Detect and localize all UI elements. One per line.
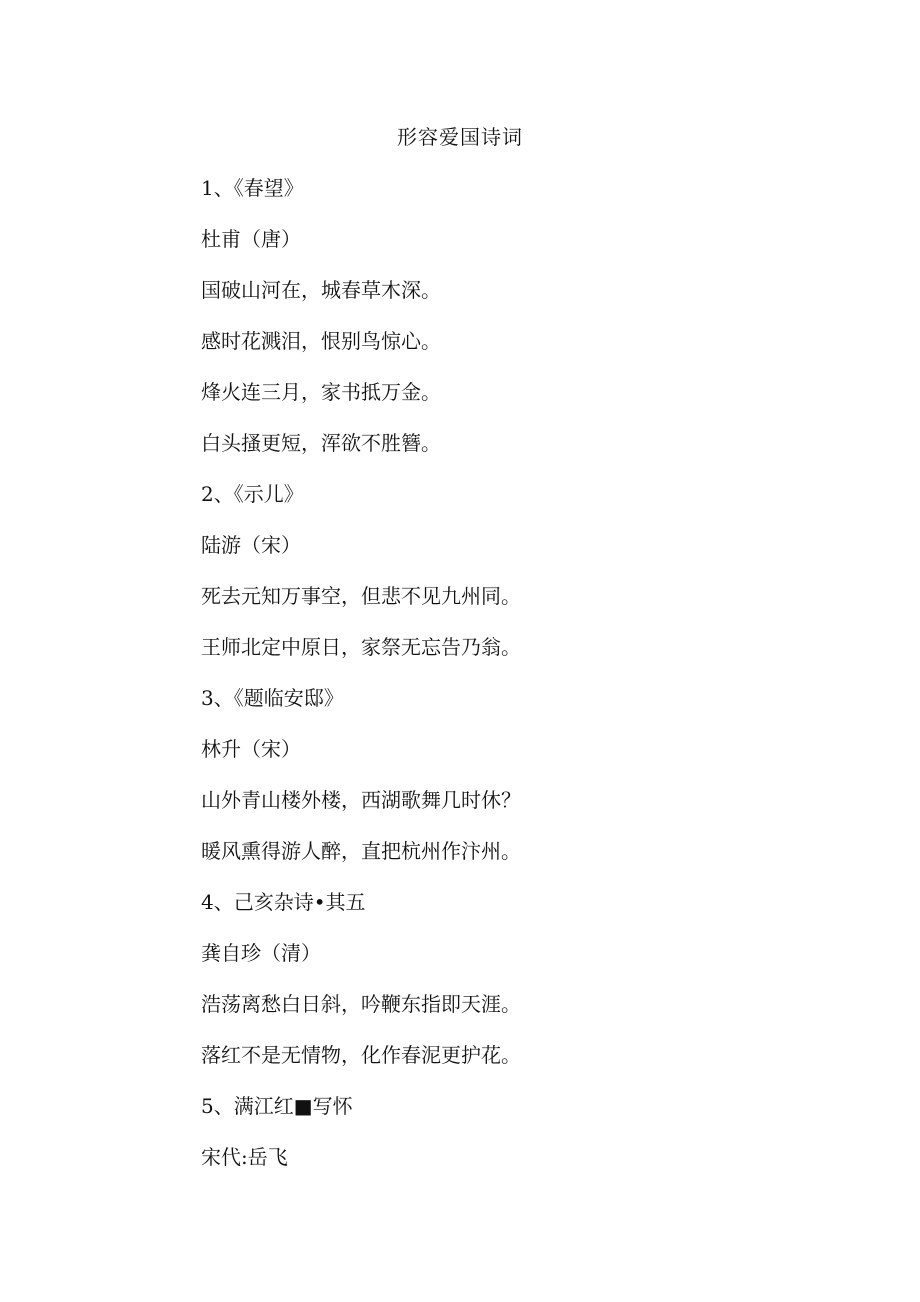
poem-verse-line: 浩荡离愁白日斜，吟鞭东指即天涯。 bbox=[201, 992, 521, 1016]
poem-heading-2: 2、《示儿》 bbox=[201, 482, 304, 506]
poem-verse-line: 死去元知万事空，但悲不见九州同。 bbox=[201, 584, 521, 608]
poem-heading-1: 1、《春望》 bbox=[201, 176, 304, 200]
poem-author-1: 杜甫（唐） bbox=[201, 227, 301, 251]
poem-list bbox=[201, 174, 521, 1194]
poem-verse-line: 落红不是无情物，化作春泥更护花。 bbox=[201, 1043, 521, 1067]
poem-author-3: 林升（宋） bbox=[201, 737, 301, 761]
poem-author-4: 龚自珍（清） bbox=[201, 941, 321, 965]
poem-heading-3: 3、《题临安邸》 bbox=[201, 686, 344, 710]
poem-heading-5: 5、满江红■写怀 bbox=[201, 1094, 353, 1118]
poem-heading-4: 4、己亥杂诗•其五 bbox=[201, 890, 366, 914]
poem-verse-line: 山外青山楼外楼，西湖歌舞几时休？ bbox=[201, 788, 521, 812]
poem-author-5: 宋代:岳飞 bbox=[201, 1145, 288, 1169]
poem-verse-line: 感时花溅泪，恨别鸟惊心。 bbox=[201, 329, 441, 353]
document-title: 形容爱国诗词 bbox=[397, 125, 523, 149]
poem-verse-line: 王师北定中原日，家祭无忘告乃翁。 bbox=[201, 635, 521, 659]
poem-verse-line: 白头搔更短，浑欲不胜簪。 bbox=[201, 431, 441, 455]
poem-verse-line: 暖风熏得游人醉，直把杭州作汴州。 bbox=[201, 839, 521, 863]
poem-verse-line: 烽火连三月，家书抵万金。 bbox=[201, 380, 441, 404]
poem-author-2: 陆游（宋） bbox=[201, 533, 301, 557]
poem-verse-line: 国破山河在，城春草木深。 bbox=[201, 278, 441, 302]
